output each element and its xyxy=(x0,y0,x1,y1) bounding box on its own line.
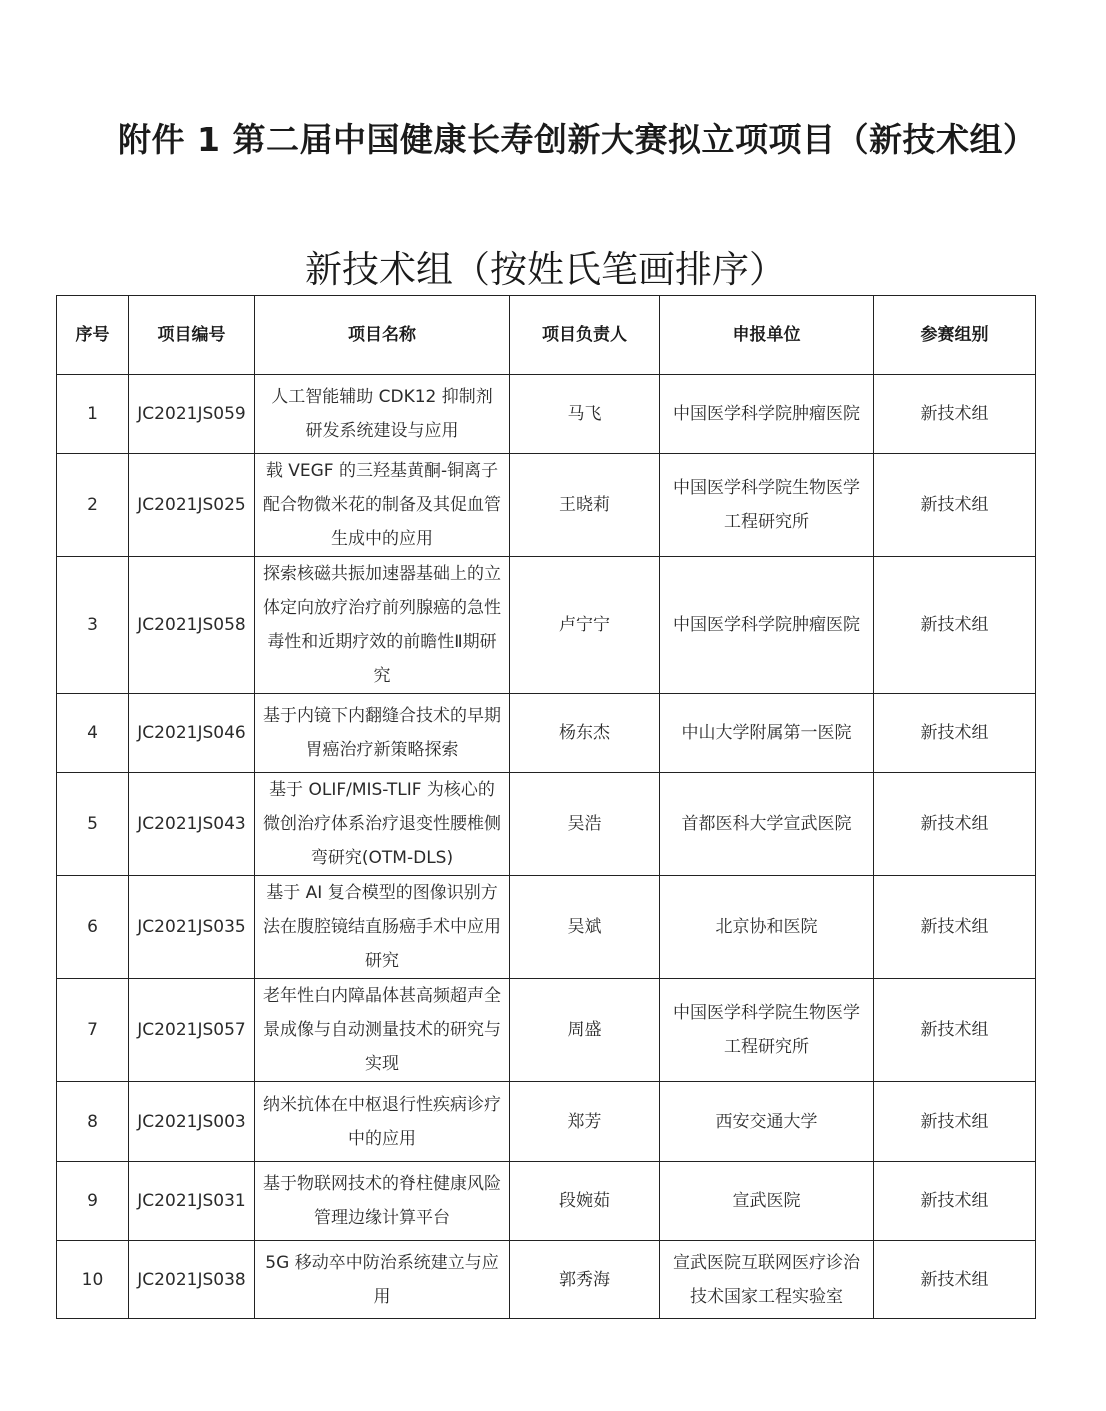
cell-unit: 宣武医院 xyxy=(660,1162,874,1241)
cell-no: 5 xyxy=(57,773,129,876)
cell-unit: 中国医学科学院生物医学工程研究所 xyxy=(660,979,874,1082)
cell-code: JC2021JS057 xyxy=(129,979,255,1082)
cell-lead: 吴斌 xyxy=(510,876,660,979)
document-heading: 附件 1 第二届中国健康长寿创新大赛拟立项项目（新技术组） xyxy=(118,120,1037,159)
cell-lead: 杨东杰 xyxy=(510,694,660,773)
column-header-group: 参赛组别 xyxy=(874,296,1036,375)
cell-name: 基于内镜下内翻缝合技术的早期胃癌治疗新策略探索 xyxy=(255,694,510,773)
cell-unit: 西安交通大学 xyxy=(660,1082,874,1162)
cell-code: JC2021JS059 xyxy=(129,375,255,454)
cell-group: 新技术组 xyxy=(874,773,1036,876)
cell-code: JC2021JS058 xyxy=(129,557,255,694)
cell-no: 3 xyxy=(57,557,129,694)
column-header-code: 项目编号 xyxy=(129,296,255,375)
cell-unit: 首都医科大学宣武医院 xyxy=(660,773,874,876)
cell-group: 新技术组 xyxy=(874,1082,1036,1162)
cell-no: 1 xyxy=(57,375,129,454)
cell-group: 新技术组 xyxy=(874,1241,1036,1319)
cell-group: 新技术组 xyxy=(874,979,1036,1082)
table-row xyxy=(57,557,1036,694)
table-row xyxy=(57,454,1036,557)
column-header-name: 项目名称 xyxy=(255,296,510,375)
column-header-no: 序号 xyxy=(57,296,129,375)
table-row xyxy=(57,1162,1036,1241)
cell-lead: 卢宁宁 xyxy=(510,557,660,694)
table-row xyxy=(57,1241,1036,1319)
cell-lead: 周盛 xyxy=(510,979,660,1082)
cell-code: JC2021JS025 xyxy=(129,454,255,557)
cell-unit: 中国医学科学院肿瘤医院 xyxy=(660,557,874,694)
cell-no: 2 xyxy=(57,454,129,557)
table-row xyxy=(57,375,1036,454)
cell-no: 4 xyxy=(57,694,129,773)
cell-no: 10 xyxy=(57,1241,129,1319)
cell-code: JC2021JS003 xyxy=(129,1082,255,1162)
cell-code: JC2021JS038 xyxy=(129,1241,255,1319)
table-row xyxy=(57,876,1036,979)
cell-name: 人工智能辅助 CDK12 抑制剂研发系统建设与应用 xyxy=(255,375,510,454)
cell-lead: 段婉茹 xyxy=(510,1162,660,1241)
cell-group: 新技术组 xyxy=(874,1162,1036,1241)
cell-unit: 中山大学附属第一医院 xyxy=(660,694,874,773)
cell-code: JC2021JS046 xyxy=(129,694,255,773)
cell-no: 6 xyxy=(57,876,129,979)
cell-unit: 中国医学科学院肿瘤医院 xyxy=(660,375,874,454)
cell-lead: 马飞 xyxy=(510,375,660,454)
column-header-unit: 申报单位 xyxy=(660,296,874,375)
cell-name: 5G 移动卒中防治系统建立与应用 xyxy=(255,1241,510,1319)
project-table xyxy=(56,295,1036,1319)
cell-no: 9 xyxy=(57,1162,129,1241)
cell-lead: 郭秀海 xyxy=(510,1241,660,1319)
table-row xyxy=(57,694,1036,773)
cell-group: 新技术组 xyxy=(874,694,1036,773)
cell-unit: 宣武医院互联网医疗诊治技术国家工程实验室 xyxy=(660,1241,874,1319)
cell-group: 新技术组 xyxy=(874,557,1036,694)
cell-name: 探索核磁共振加速器基础上的立体定向放疗治疗前列腺癌的急性毒性和近期疗效的前瞻性Ⅱ期研究 xyxy=(255,557,510,694)
cell-unit: 中国医学科学院生物医学工程研究所 xyxy=(660,454,874,557)
cell-group: 新技术组 xyxy=(874,454,1036,557)
cell-name: 基于 OLIF/MIS-TLIF 为核心的微创治疗体系治疗退变性腰椎侧弯研究(OTM-DLS) xyxy=(255,773,510,876)
table-header-row xyxy=(57,296,1036,375)
cell-unit: 北京协和医院 xyxy=(660,876,874,979)
cell-code: JC2021JS035 xyxy=(129,876,255,979)
cell-no: 7 xyxy=(57,979,129,1082)
cell-code: JC2021JS031 xyxy=(129,1162,255,1241)
cell-name: 老年性白内障晶体甚高频超声全景成像与自动测量技术的研究与实现 xyxy=(255,979,510,1082)
cell-group: 新技术组 xyxy=(874,876,1036,979)
cell-no: 8 xyxy=(57,1082,129,1162)
cell-name: 纳米抗体在中枢退行性疾病诊疗中的应用 xyxy=(255,1082,510,1162)
table-row xyxy=(57,773,1036,876)
cell-code: JC2021JS043 xyxy=(129,773,255,876)
cell-name: 基于物联网技术的脊柱健康风险管理边缘计算平台 xyxy=(255,1162,510,1241)
cell-group: 新技术组 xyxy=(874,375,1036,454)
table-title: 新技术组（按姓氏笔画排序） xyxy=(305,248,786,291)
table-row xyxy=(57,979,1036,1082)
cell-lead: 吴浩 xyxy=(510,773,660,876)
cell-name: 基于 AI 复合模型的图像识别方法在腹腔镜结直肠癌手术中应用研究 xyxy=(255,876,510,979)
cell-lead: 王晓莉 xyxy=(510,454,660,557)
cell-lead: 郑芳 xyxy=(510,1082,660,1162)
table-row xyxy=(57,1082,1036,1162)
column-header-lead: 项目负责人 xyxy=(510,296,660,375)
cell-name: 载 VEGF 的三羟基黄酮-铜离子配合物微米花的制备及其促血管生成中的应用 xyxy=(255,454,510,557)
